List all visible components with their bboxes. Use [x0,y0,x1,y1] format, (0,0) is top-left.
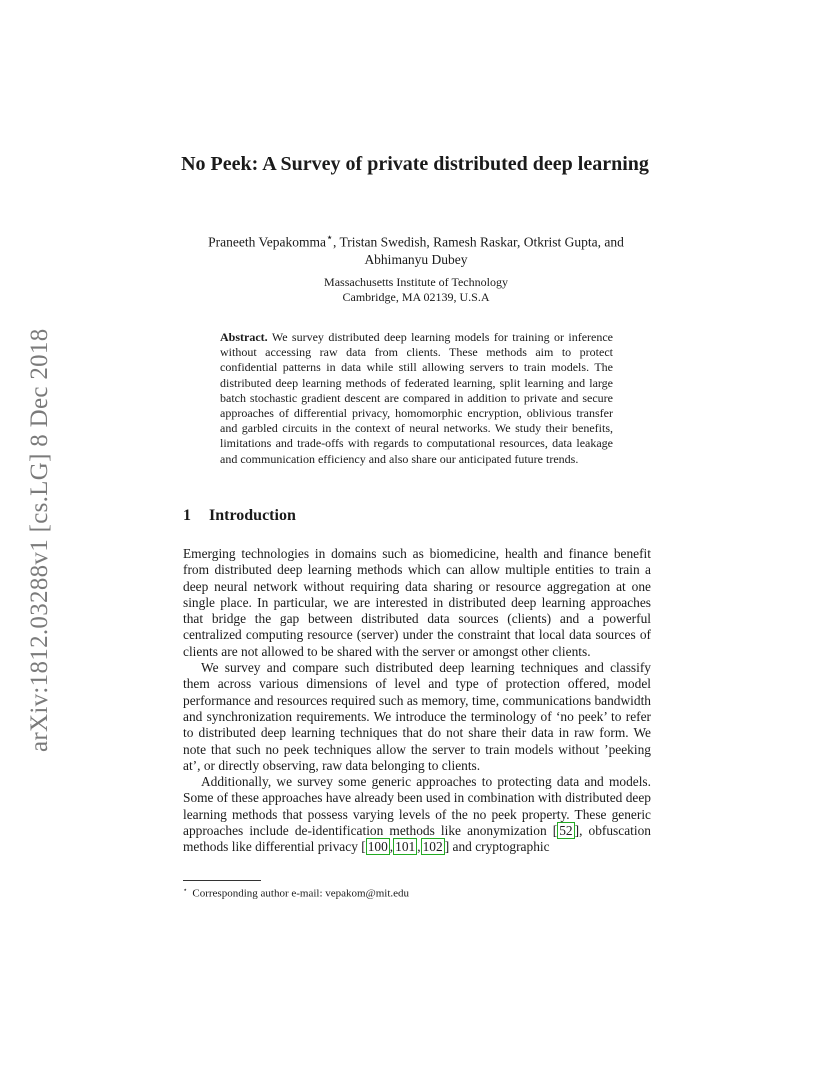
citation-link[interactable]: 102 [422,839,443,855]
citation-link[interactable]: 100 [367,839,388,855]
authors-rest: , Tristan Swedish, Ramesh Raskar, Otkrist Gupta, and [333,234,624,250]
paragraph-3-part-c: ] and cryptographic [444,839,550,855]
section-number: 1 [183,507,191,524]
author-last: Abhimanyu Dubey [364,251,468,267]
affiliation [240,275,592,305]
footnote-marker: ⋆ [183,886,188,894]
paragraph-3: Additionally, we survey some generic approaches to protecting data and models. Some of these approaches have already been used in combination with distributed deep learning methods that possess varying levels of the no peek property. These generic approaches include de-identification methods like anonymization [ 52 ], obfuscation methods like differential privacy [ 100 , 101 , 102 ] and cryptographic [183,774,651,855]
footnote-rule [183,880,261,881]
section-title: Introduction [209,507,296,524]
abstract-label: Abstract. [220,330,268,344]
citation-link[interactable]: 52 [559,823,573,839]
author-first: Praneeth Vepakomma [208,234,326,250]
citation-link[interactable]: 101 [395,839,416,855]
arxiv-stamp: arXiv:1812.03288v1 [cs.LG] 8 Dec 2018 [26,328,53,752]
footnote [183,886,409,900]
institution: Massachusetts Institute of Technology [324,275,508,289]
authors [180,230,652,268]
abstract [220,330,613,467]
address: Cambridge, MA 02139, U.S.A [342,290,490,304]
paragraph-1: Emerging technologies in domains such as biomedicine, health and finance benefit from distributed deep learning methods which can allow multiple entities to train a deep neural network without requiring data sharing or resource aggregation at one single place. In particular, we are interested in distributed deep learning approaches that bridge the gap between distributed data sources (clients) and a powerful centralized computing resource (server) under the constraint that local data sources of clients are not allowed to be shared with the server or amongst other clients. [183,546,651,659]
paragraph-3-part-b: ], obfuscation methods like differential privacy [ [183,823,651,855]
paragraph-3-part-a: Additionally, we survey some generic approaches to protecting data and models. Some of these approaches have already been used in combination with distributed deep learning methods that possess varying levels of the no peek property. These generic approaches include de-identification methods like anonymization [ [183,774,651,839]
intro-body [183,546,651,856]
paper-title: No Peek: A Survey of private distributed deep learning [181,153,649,175]
abstract-text: We survey distributed deep learning models for training or inference without accessing raw data from clients. These methods aim to protect confidential patterns in data while still allowing servers to train models. The distributed deep learning methods of federated learning, split learning and large batch stochastic gradient descent are compared in addition to private and secure approaches of differential privacy, homomorphic encryption, oblivious transfer and garbled circuits in the context of neural networks. We study their benefits, limitations and trade-offs with regards to computational resources, data leakage and communication efficiency and also share our anticipated future trends. [220,330,613,466]
author-star: ⋆ [325,232,334,244]
paragraph-2: We survey and compare such distributed deep learning techniques and classify them across various dimensions of level and type of protection offered, model performance and resources required such as memory, time, communications bandwidth and synchronization requirements. We introduce the terminology of ‘no peek’ to refer to distributed deep learning techniques that do not share their data in raw form. We note that such no peek techniques allow the server to train models without ’peeking at’, or directly observing, raw data belonging to clients. [183,660,651,773]
section-heading [183,507,296,525]
footnote-text: Corresponding author e-mail: vepakom@mit.edu [192,887,410,900]
